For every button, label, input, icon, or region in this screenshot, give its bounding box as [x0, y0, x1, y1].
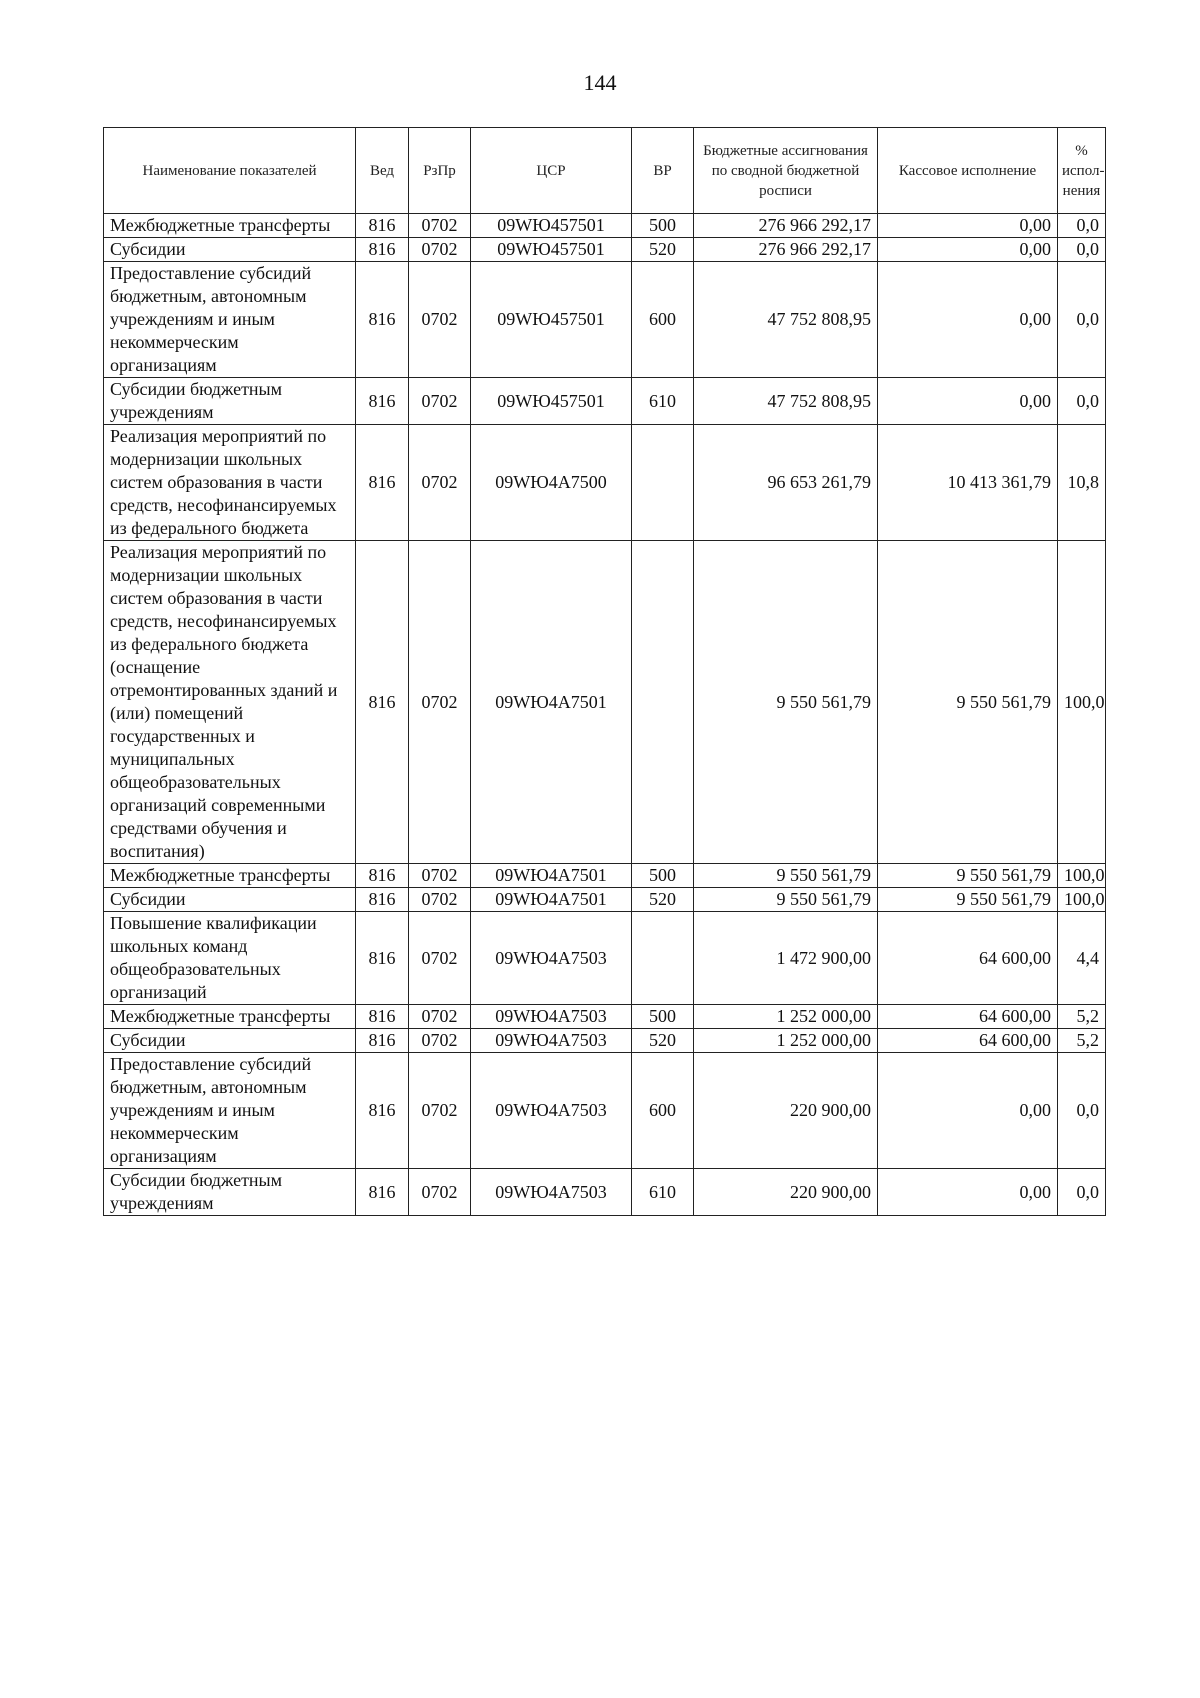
table-row	[104, 378, 1106, 425]
cell-rzpr: 0702	[409, 238, 471, 262]
cell-ved: 816	[356, 1169, 409, 1216]
cell-pct: 100,0	[1058, 541, 1106, 864]
table-row	[104, 425, 1106, 541]
cell-pct: 0,0	[1058, 378, 1106, 425]
cell-vr: 600	[632, 262, 694, 378]
cell-cash: 64 600,00	[878, 1005, 1058, 1029]
cell-cash: 9 550 561,79	[878, 541, 1058, 864]
cell-name: Межбюджетные трансферты	[104, 214, 356, 238]
cell-budget: 96 653 261,79	[694, 425, 878, 541]
cell-csr: 09WЮ4А7501	[471, 888, 632, 912]
cell-rzpr: 0702	[409, 1005, 471, 1029]
cell-pct: 5,2	[1058, 1029, 1106, 1053]
table-row	[104, 1005, 1106, 1029]
table-row	[104, 541, 1106, 864]
cell-ved: 816	[356, 1029, 409, 1053]
cell-vr: 600	[632, 1053, 694, 1169]
cell-csr: 09WЮ4А7503	[471, 912, 632, 1005]
cell-budget: 276 966 292,17	[694, 214, 878, 238]
header-ved: Вед	[356, 128, 409, 214]
cell-budget: 276 966 292,17	[694, 238, 878, 262]
cell-name: Межбюджетные трансферты	[104, 864, 356, 888]
header-cash: Кассовое исполнение	[878, 128, 1058, 214]
cell-name: Реализация мероприятий по модернизации школьных систем образования в части средств, несофинансируемых из федерального бюджета (оснащение отремонтированных зданий и (или) помещений государственных и муниципальных общеобразовательных организаций современными средствами обучения и воспитания)	[104, 541, 356, 864]
cell-pct: 5,2	[1058, 1005, 1106, 1029]
cell-budget: 220 900,00	[694, 1053, 878, 1169]
cell-pct: 0,0	[1058, 262, 1106, 378]
cell-name: Субсидии	[104, 238, 356, 262]
cell-cash: 10 413 361,79	[878, 425, 1058, 541]
cell-name: Межбюджетные трансферты	[104, 1005, 356, 1029]
cell-budget: 47 752 808,95	[694, 262, 878, 378]
cell-cash: 64 600,00	[878, 912, 1058, 1005]
cell-csr: 09WЮ4А7500	[471, 425, 632, 541]
cell-budget: 9 550 561,79	[694, 541, 878, 864]
table-row	[104, 214, 1106, 238]
cell-csr: 09WЮ4А7503	[471, 1005, 632, 1029]
cell-csr: 09WЮ457501	[471, 214, 632, 238]
cell-vr: 500	[632, 864, 694, 888]
cell-csr: 09WЮ4А7503	[471, 1029, 632, 1053]
cell-pct: 0,0	[1058, 1053, 1106, 1169]
cell-vr	[632, 912, 694, 1005]
cell-csr: 09WЮ457501	[471, 378, 632, 425]
cell-ved: 816	[356, 262, 409, 378]
table-row	[104, 1169, 1106, 1216]
table-row	[104, 238, 1106, 262]
cell-name: Реализация мероприятий по модернизации школьных систем образования в части средств, несофинансируемых из федерального бюджета	[104, 425, 356, 541]
cell-vr: 520	[632, 238, 694, 262]
cell-pct: 10,8	[1058, 425, 1106, 541]
cell-vr: 520	[632, 888, 694, 912]
table-row	[104, 864, 1106, 888]
cell-pct: 4,4	[1058, 912, 1106, 1005]
cell-vr: 610	[632, 1169, 694, 1216]
header-pct: % испол-нения	[1058, 128, 1106, 214]
cell-ved: 816	[356, 238, 409, 262]
cell-vr: 520	[632, 1029, 694, 1053]
cell-budget: 1 252 000,00	[694, 1029, 878, 1053]
cell-rzpr: 0702	[409, 912, 471, 1005]
cell-rzpr: 0702	[409, 1029, 471, 1053]
table-row	[104, 1053, 1106, 1169]
header-vr: ВР	[632, 128, 694, 214]
cell-pct: 0,0	[1058, 1169, 1106, 1216]
cell-pct: 0,0	[1058, 238, 1106, 262]
page-number: 144	[583, 70, 617, 95]
cell-pct: 100,0	[1058, 888, 1106, 912]
cell-name: Субсидии бюджетным учреждениям	[104, 1169, 356, 1216]
cell-name: Предоставление субсидий бюджетным, автономным учреждениям и иным некоммерческим организациям	[104, 262, 356, 378]
cell-ved: 816	[356, 425, 409, 541]
cell-name: Субсидии	[104, 888, 356, 912]
cell-budget: 47 752 808,95	[694, 378, 878, 425]
cell-ved: 816	[356, 378, 409, 425]
cell-csr: 09WЮ4А7503	[471, 1053, 632, 1169]
cell-budget: 1 252 000,00	[694, 1005, 878, 1029]
cell-ved: 816	[356, 912, 409, 1005]
cell-budget: 220 900,00	[694, 1169, 878, 1216]
table-header	[104, 128, 1106, 214]
cell-rzpr: 0702	[409, 864, 471, 888]
budget-execution-table	[103, 127, 1106, 1216]
cell-cash: 0,00	[878, 378, 1058, 425]
cell-rzpr: 0702	[409, 1169, 471, 1216]
table-row	[104, 1029, 1106, 1053]
cell-rzpr: 0702	[409, 541, 471, 864]
cell-budget: 9 550 561,79	[694, 864, 878, 888]
cell-rzpr: 0702	[409, 1053, 471, 1169]
cell-name: Субсидии бюджетным учреждениям	[104, 378, 356, 425]
cell-vr: 500	[632, 1005, 694, 1029]
cell-cash: 0,00	[878, 1053, 1058, 1169]
cell-name: Повышение квалификации школьных команд общеобразовательных организаций	[104, 912, 356, 1005]
table-body	[104, 214, 1106, 1216]
cell-csr: 09WЮ4А7501	[471, 864, 632, 888]
cell-name: Субсидии	[104, 1029, 356, 1053]
header-rzpr: РзПр	[409, 128, 471, 214]
cell-budget: 9 550 561,79	[694, 888, 878, 912]
header-csr: ЦСР	[471, 128, 632, 214]
cell-ved: 816	[356, 214, 409, 238]
cell-csr: 09WЮ4А7503	[471, 1169, 632, 1216]
cell-vr	[632, 541, 694, 864]
cell-name: Предоставление субсидий бюджетным, автономным учреждениям и иным некоммерческим организациям	[104, 1053, 356, 1169]
cell-cash: 9 550 561,79	[878, 888, 1058, 912]
cell-cash: 0,00	[878, 1169, 1058, 1216]
cell-budget: 1 472 900,00	[694, 912, 878, 1005]
cell-csr: 09WЮ457501	[471, 238, 632, 262]
cell-ved: 816	[356, 541, 409, 864]
cell-cash: 0,00	[878, 238, 1058, 262]
cell-ved: 816	[356, 1005, 409, 1029]
cell-pct: 100,0	[1058, 864, 1106, 888]
cell-rzpr: 0702	[409, 378, 471, 425]
cell-vr	[632, 425, 694, 541]
cell-rzpr: 0702	[409, 262, 471, 378]
cell-csr: 09WЮ4А7501	[471, 541, 632, 864]
table-row	[104, 262, 1106, 378]
cell-cash: 64 600,00	[878, 1029, 1058, 1053]
cell-ved: 816	[356, 864, 409, 888]
cell-rzpr: 0702	[409, 888, 471, 912]
cell-rzpr: 0702	[409, 425, 471, 541]
cell-vr: 500	[632, 214, 694, 238]
cell-rzpr: 0702	[409, 214, 471, 238]
cell-ved: 816	[356, 888, 409, 912]
header-budget: Бюджетные ассигнования по сводной бюджетной росписи	[694, 128, 878, 214]
cell-vr: 610	[632, 378, 694, 425]
cell-ved: 816	[356, 1053, 409, 1169]
cell-csr: 09WЮ457501	[471, 262, 632, 378]
cell-cash: 0,00	[878, 214, 1058, 238]
table-row	[104, 912, 1106, 1005]
cell-cash: 0,00	[878, 262, 1058, 378]
table-row	[104, 888, 1106, 912]
header-name: Наименование показателей	[104, 128, 356, 214]
header-row	[104, 128, 1106, 214]
cell-pct: 0,0	[1058, 214, 1106, 238]
cell-cash: 9 550 561,79	[878, 864, 1058, 888]
